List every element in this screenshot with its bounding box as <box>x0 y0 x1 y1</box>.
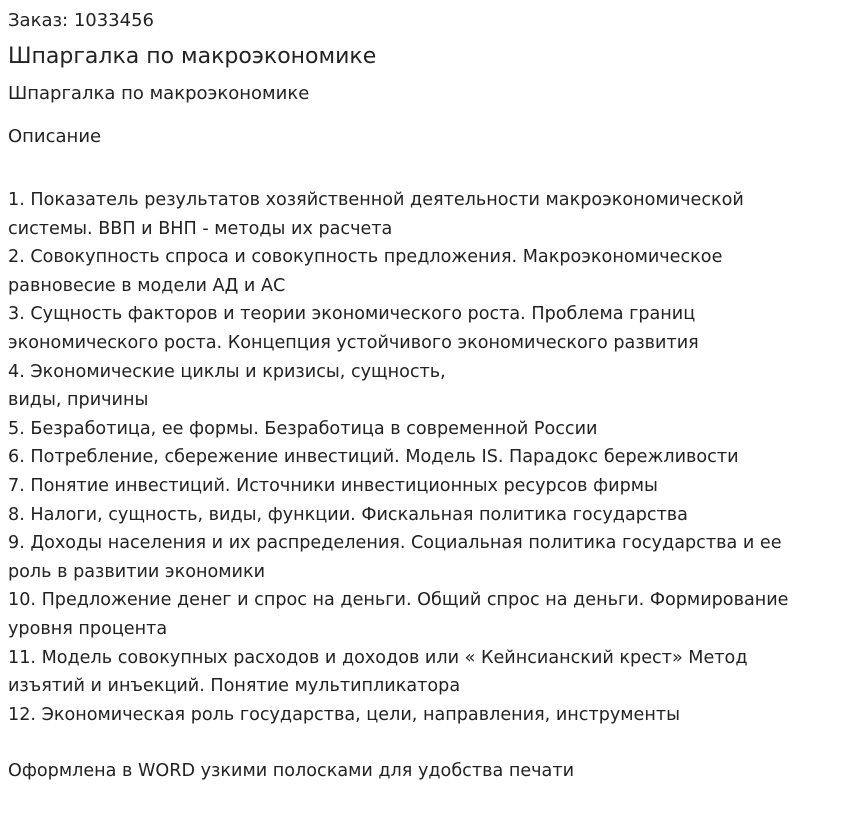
topic-list <box>8 186 839 729</box>
order-number: Заказ: 1033456 <box>8 10 154 31</box>
page-title: Шпаргалка по макроэкономике <box>8 44 377 69</box>
list-item: 12. Экономическая роль государства, цели, направления, инструменты <box>8 704 681 725</box>
list-item: 4. Экономические циклы и кризисы, сущность, <box>8 361 446 382</box>
list-item: 8. Налоги, сущность, виды, функции. Фискальная политика государства <box>8 504 688 525</box>
list-item: 11. Модель совокупных расходов и доходов или « Кейнсианский крест» Метод изъятий и инъекций. Понятие мультипликатора <box>8 647 748 697</box>
list-item: 9. Доходы населения и их распределения. Социальная политика государства и ее роль в развитии экономики <box>8 533 782 582</box>
list-item: 1. Показатель результатов хозяйственной деятельности макроэкономической системы. ВВП и ВНП - методы их расчета <box>8 190 744 239</box>
page-subtitle: Шпаргалка по макроэкономике <box>8 83 310 104</box>
list-item: 2. Совокупность спроса и совокупность предложения. Макроэкономическое равновесие в модели АД и АС <box>8 247 723 296</box>
list-item: 7. Понятие инвестиций. Источники инвестиционных ресурсов фирмы <box>8 475 658 496</box>
list-item: 3. Сущность факторов и теории экономического роста. Проблема границ экономического роста. Концепция устойчивого экономического развития <box>8 304 699 353</box>
format-note: Оформлена в WORD узкими полосками для удобства печати <box>8 761 575 782</box>
list-item: 6. Потребление, сбережение инвестиций. Модель IS. Парадокс бережливости <box>8 447 739 468</box>
description-label: Описание <box>8 126 102 147</box>
list-item: виды, причины <box>8 390 149 411</box>
list-item: 5. Безработица, ее формы. Безработица в современной России <box>8 418 598 439</box>
list-item: 10. Предложение денег и спрос на деньги. Общий спрос на деньги. Формирование уровня процента <box>8 590 789 639</box>
